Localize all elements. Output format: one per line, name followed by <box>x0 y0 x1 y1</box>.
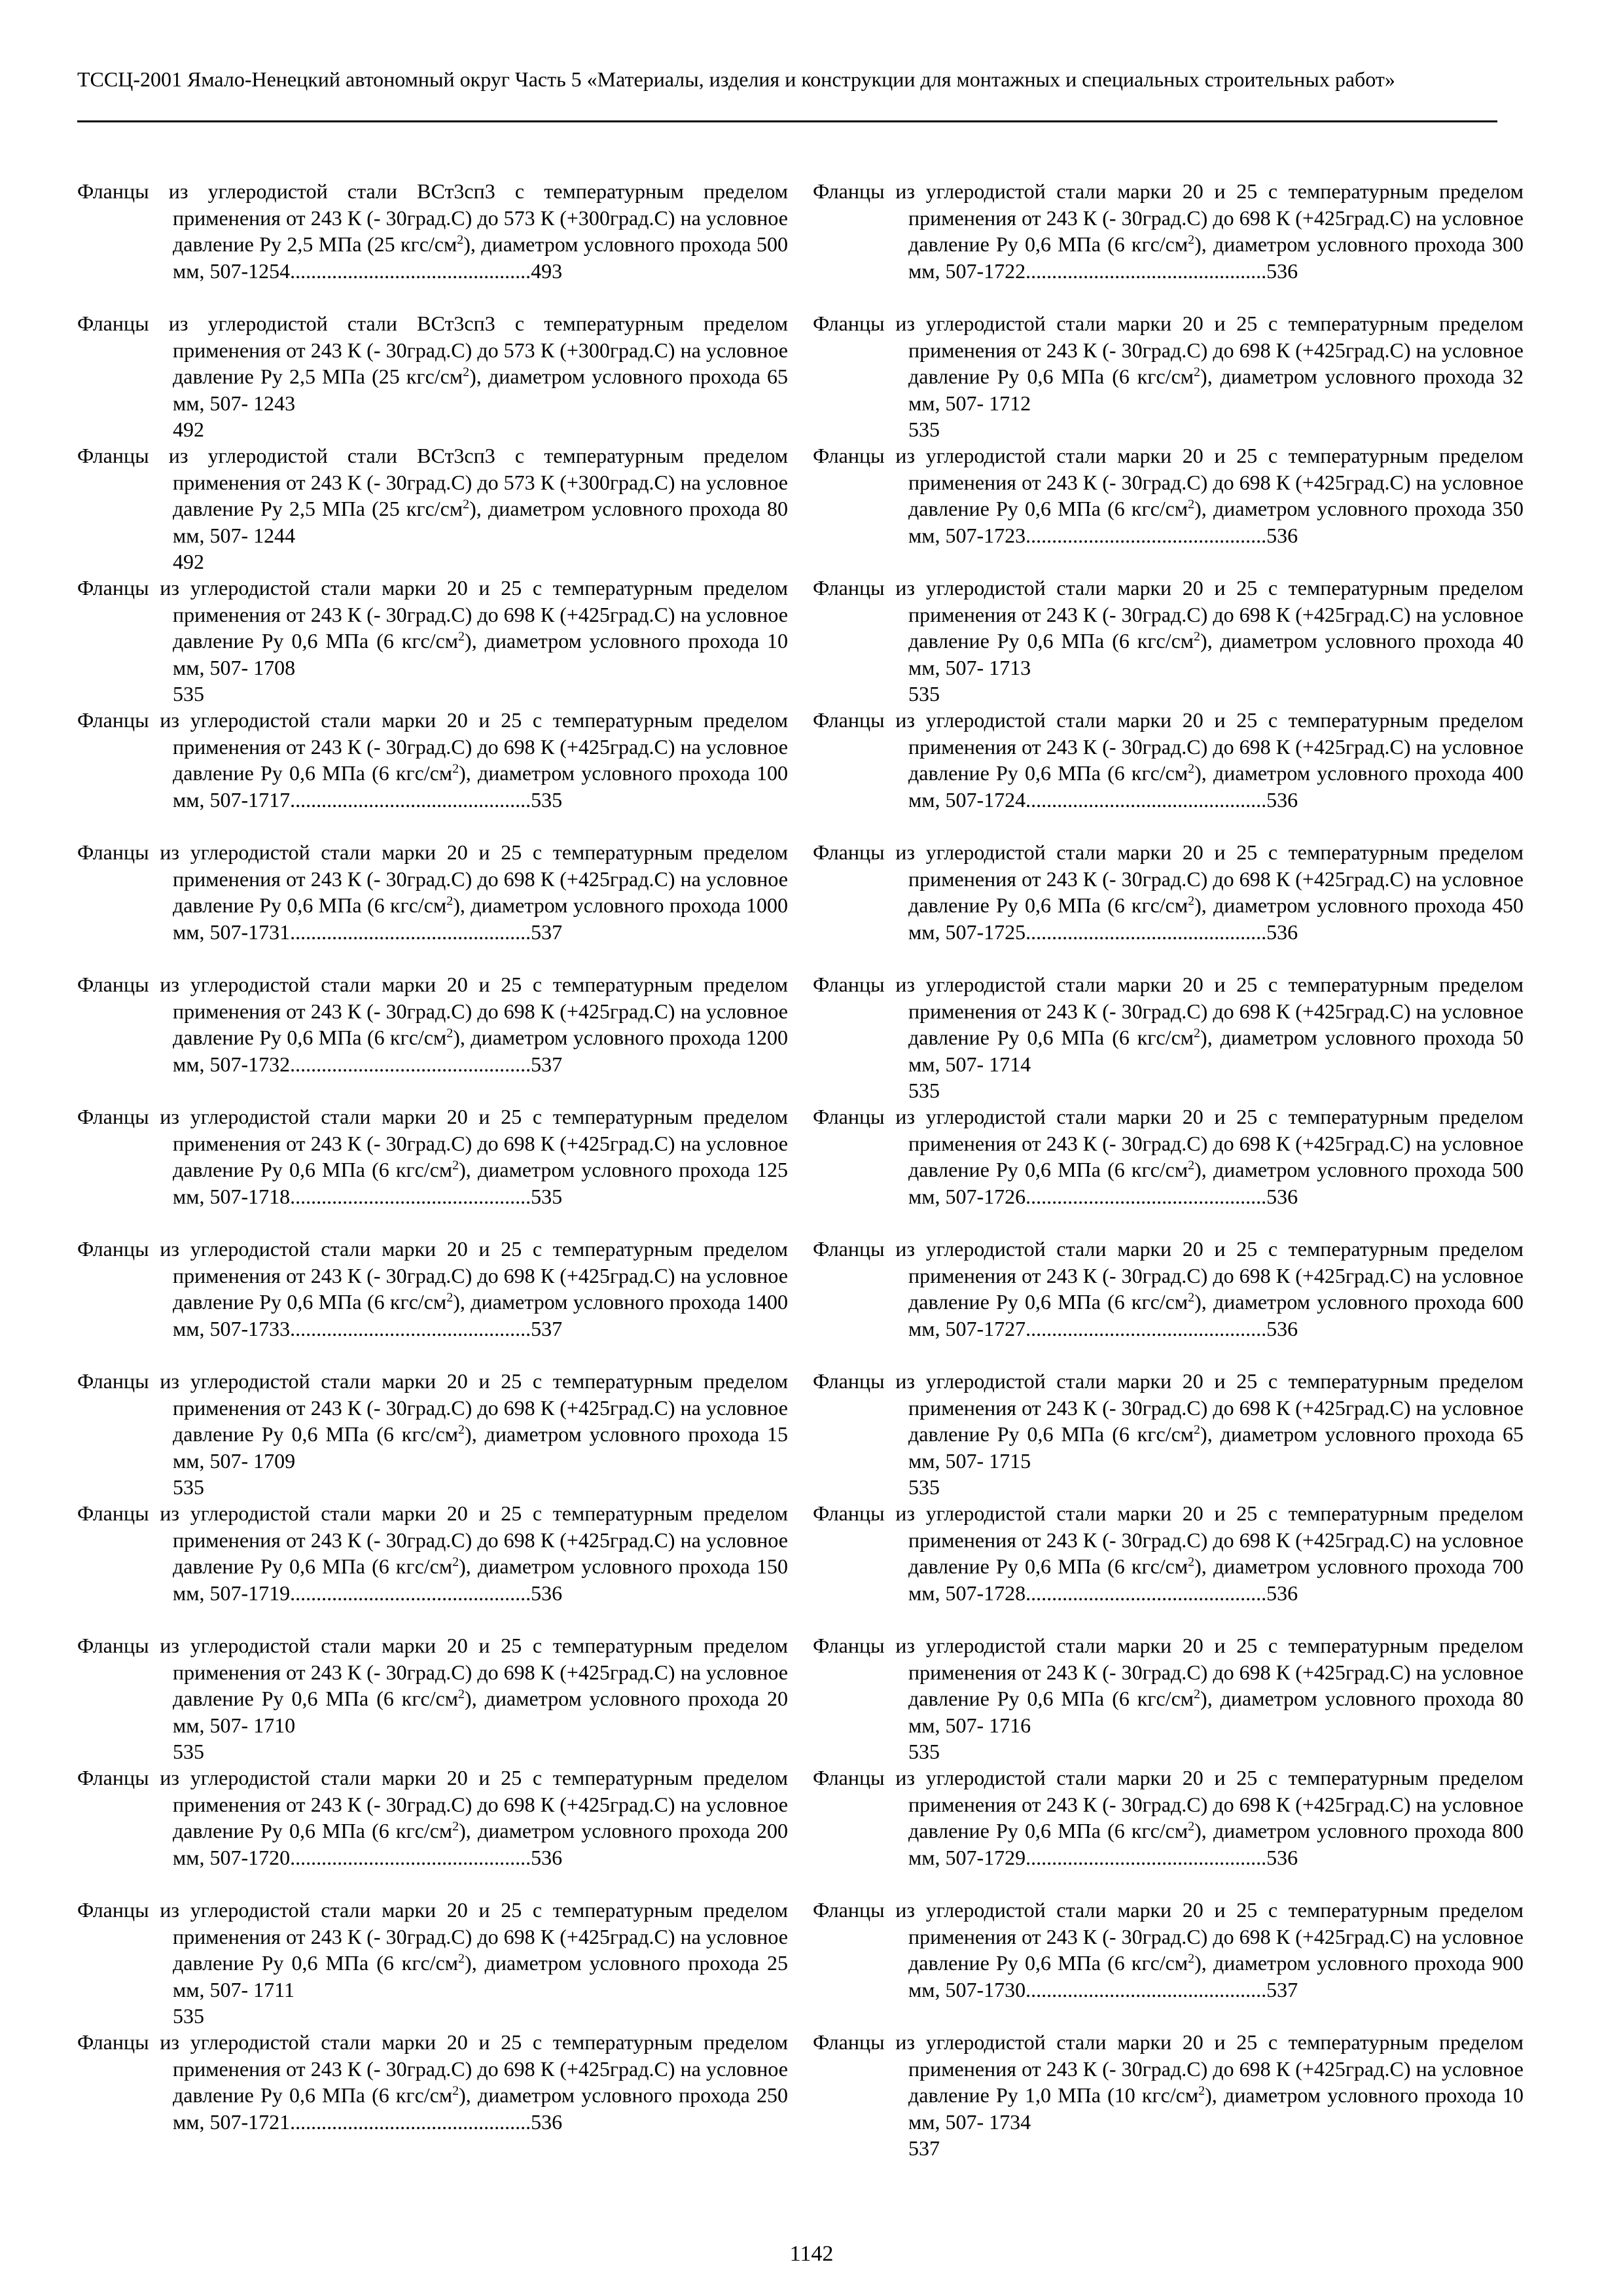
dot-leader: .............................................. <box>1026 787 1267 812</box>
index-entry <box>77 1368 788 1500</box>
entry-text: Фланцы из углеродистой стали марки 20 и 25 с температурным пределом применения от 243 К (- 30град.С) до 698 К (+425град.С) на условное давление Ру 0,6 МПа (6 кгс/см <box>813 312 1524 388</box>
entry-text: Фланцы из углеродистой стали марки 20 и 25 с температурным пределом применения от 243 К (- 30град.С) до 698 К (+425град.С) на условное давление Ру 0,6 МПа (6 кгс/см <box>813 973 1524 1049</box>
entry-text: Фланцы из углеродистой стали марки 20 и 25 с температурным пределом применения от 243 К (- 30град.С) до 698 К (+425град.С) на условное давление Ру 0,6 МПа (6 кгс/см <box>77 1105 788 1181</box>
entry-text-continued: ), диаметром условного прохода 100 мм, 507-1717 <box>173 761 788 812</box>
entry-title <box>77 2029 788 2135</box>
index-entry <box>813 839 1524 971</box>
index-entry <box>77 575 788 707</box>
entry-title <box>813 1897 1524 2003</box>
page-reference: 492 <box>173 418 204 441</box>
entry-text: Фланцы из углеродистой стали марки 20 и 25 с температурным пределом применения от 243 К (- 30град.С) до 698 К (+425град.С) на условное давление Ру 0,6 МПа (6 кгс/см <box>813 1898 1524 1975</box>
entry-text: Фланцы из углеродистой стали марки 20 и 25 с температурным пределом применения от 243 К (- 30град.С) до 698 К (+425град.С) на условное давление Ру 0,6 МПа (6 кгс/см <box>813 840 1524 917</box>
dot-leader: .............................................. <box>290 787 531 812</box>
page-reference: 535 <box>908 682 940 706</box>
entry-title <box>813 178 1524 284</box>
index-entry <box>77 1632 788 1765</box>
index-entry <box>77 1765 788 1897</box>
entry-text: Фланцы из углеродистой стали марки 20 и 25 с температурным пределом применения от 243 К (- 30град.С) до 698 К (+425град.С) на условное давление Ру 0,6 МПа (6 кгс/см <box>77 1369 788 1446</box>
page-reference: 536 <box>1266 1845 1298 1869</box>
index-column-right <box>813 178 1524 2161</box>
entry-text: Фланцы из углеродистой стали марки 20 и 25 с температурным пределом применения от 243 К (- 30град.С) до 698 К (+425град.С) на условное давление Ру 0,6 МПа (6 кгс/см <box>77 973 788 1049</box>
entry-text: Фланцы из углеродистой стали марки 20 и 25 с температурным пределом применения от 243 К (- 30град.С) до 698 К (+425град.С) на условное давление Ру 0,6 МПа (6 кгс/см <box>77 2030 788 2107</box>
entry-text-continued: ), диаметром условного прохода 1200 мм, 507-1732 <box>173 1026 788 1076</box>
page-reference: 535 <box>908 1740 940 1763</box>
page-reference: 535 <box>531 1184 563 1208</box>
entry-text-continued: ), диаметром условного прохода 300 мм, 507-1722 <box>908 232 1524 283</box>
entry-text: Фланцы из углеродистой стали марки 20 и 25 с температурным пределом применения от 243 К (- 30град.С) до 698 К (+425град.С) на условное давление Ру 0,6 МПа (6 кгс/см <box>77 1634 788 1710</box>
index-entry <box>77 839 788 971</box>
index-entry <box>813 310 1524 442</box>
superscript-2: 2 <box>446 893 454 908</box>
page-reference: 537 <box>531 1052 563 1076</box>
index-entry <box>813 1897 1524 2029</box>
index-entry <box>77 1236 788 1368</box>
page-reference: 537 <box>531 920 563 944</box>
superscript-2: 2 <box>458 1422 465 1437</box>
index-entry <box>77 178 788 310</box>
index-entry <box>77 1500 788 1632</box>
entry-title <box>813 839 1524 945</box>
entry-text: Фланцы из углеродистой стали марки 20 и 25 с температурным пределом применения от 243 К (- 30град.С) до 698 К (+425град.С) на условное давление Ру 0,6 МПа (6 кгс/см <box>77 1898 788 1975</box>
entry-title <box>77 1236 788 1342</box>
entry-text: Фланцы из углеродистой стали марки 20 и 25 с температурным пределом применения от 243 К (- 30град.С) до 698 К (+425град.С) на условное давление Ру 0,6 МПа (6 кгс/см <box>77 708 788 785</box>
superscript-2: 2 <box>1194 1687 1201 1702</box>
dot-leader: .............................................. <box>1026 1977 1267 2001</box>
dot-leader: .............................................. <box>1026 1581 1267 1605</box>
page-reference: 537 <box>531 1316 563 1340</box>
page-reference: 536 <box>531 2109 563 2134</box>
page-reference: 535 <box>908 418 940 441</box>
index-entry <box>813 1236 1524 1368</box>
entry-title <box>77 707 788 813</box>
superscript-2: 2 <box>1194 365 1201 380</box>
page-reference: 535 <box>173 2004 204 2028</box>
superscript-2: 2 <box>446 1290 454 1305</box>
dot-leader: .............................................. <box>290 1845 531 1869</box>
dot-leader: .............................................. <box>290 1316 531 1340</box>
dot-leader: .............................................. <box>290 1184 531 1208</box>
superscript-2: 2 <box>1188 1819 1195 1834</box>
index-entry <box>77 442 788 575</box>
entry-title <box>813 1236 1524 1342</box>
entry-title <box>813 575 1524 681</box>
superscript-2: 2 <box>1188 1290 1195 1305</box>
entry-title <box>813 1500 1524 1606</box>
entry-text-continued: ), диаметром условного прохода 15 мм, 507- 1709 <box>173 1422 788 1473</box>
entry-text: Фланцы из углеродистой стали марки 20 и 25 с температурным пределом применения от 243 К (- 30град.С) до 698 К (+425град.С) на условное давление Ру 0,6 МПа (6 кгс/см <box>77 840 788 917</box>
entry-text-continued: ), диаметром условного прохода 32 мм, 507- 1712 <box>908 365 1524 415</box>
page-reference: 535 <box>908 1475 940 1499</box>
entry-text-continued: ), диаметром условного прохода 1000 мм, 507-1731 <box>173 893 788 944</box>
page-reference: 535 <box>173 682 204 706</box>
index-entry <box>77 971 788 1103</box>
entry-title <box>77 839 788 945</box>
dot-leader: .............................................. <box>1026 1184 1267 1208</box>
index-entry <box>813 1632 1524 1765</box>
page-reference: 535 <box>173 1475 204 1499</box>
index-entry <box>813 2029 1524 2161</box>
entry-text: Фланцы из углеродистой стали марки 20 и 25 с температурным пределом применения от 243 К (- 30град.С) до 698 К (+425град.С) на условное давление Ру 0,6 МПа (6 кгс/см <box>813 708 1524 785</box>
page-reference: 492 <box>173 550 204 573</box>
entry-text: Фланцы из углеродистой стали марки 20 и 25 с температурным пределом применения от 243 К (- 30град.С) до 698 К (+425град.С) на условное давление Ру 0,6 МПа (6 кгс/см <box>813 444 1524 520</box>
superscript-2: 2 <box>1188 232 1195 247</box>
page-reference: 536 <box>1266 1184 1298 1208</box>
entry-title <box>813 1632 1524 1738</box>
index-entry <box>813 178 1524 310</box>
dot-leader: .............................................. <box>1026 1845 1267 1869</box>
page-reference: 536 <box>531 1845 563 1869</box>
entry-title <box>813 310 1524 416</box>
index-entry <box>813 1103 1524 1236</box>
entry-title <box>813 971 1524 1077</box>
entry-text-continued: ), диаметром условного прохода 800 мм, 507-1729 <box>908 1819 1524 1869</box>
entry-title <box>77 1368 788 1474</box>
superscript-2: 2 <box>1194 1026 1201 1041</box>
index-entry <box>813 971 1524 1103</box>
entry-text-continued: ), диаметром условного прохода 250 мм, 507-1721 <box>173 2083 788 2134</box>
entry-text-continued: ), диаметром условного прохода 65 мм, 507- 1243 <box>173 365 788 415</box>
page-reference: 493 <box>531 259 563 283</box>
superscript-2: 2 <box>458 1687 465 1702</box>
dot-leader: .............................................. <box>290 1052 531 1076</box>
entry-text: Фланцы из углеродистой стали ВСт3сп3 с температурным пределом применения от 243 К (- 30град.С) до 573 К (+300град.С) на условное давление Ру 2,5 МПа (25 кгс/см <box>77 312 788 388</box>
dot-leader: .............................................. <box>290 259 531 283</box>
entry-text-continued: ), диаметром условного прохода 20 мм, 507- 1710 <box>173 1687 788 1737</box>
entry-title <box>813 1368 1524 1474</box>
entry-text-continued: ), диаметром условного прохода 450 мм, 507-1725 <box>908 893 1524 944</box>
index-entry <box>813 707 1524 839</box>
page-reference: 536 <box>1266 259 1298 283</box>
entry-text-continued: ), диаметром условного прохода 200 мм, 507-1720 <box>173 1819 788 1869</box>
index-entry <box>813 1500 1524 1632</box>
superscript-2: 2 <box>1194 629 1201 644</box>
entry-text-continued: ), диаметром условного прохода 10 мм, 507- 1708 <box>173 629 788 679</box>
page-reference: 536 <box>1266 1316 1298 1340</box>
superscript-2: 2 <box>457 232 464 247</box>
page-reference: 536 <box>1266 787 1298 812</box>
entry-text: Фланцы из углеродистой стали марки 20 и 25 с температурным пределом применения от 243 К (- 30град.С) до 698 К (+425град.С) на условное давление Ру 1,0 МПа (10 кгс/см <box>813 2030 1524 2107</box>
entry-text-continued: ), диаметром условного прохода 80 мм, 507- 1716 <box>908 1687 1524 1737</box>
index-entry <box>813 1765 1524 1897</box>
entry-title <box>77 1632 788 1738</box>
entry-text: Фланцы из углеродистой стали марки 20 и 25 с температурным пределом применения от 243 К (- 30град.С) до 698 К (+425град.С) на условное давление Ру 0,6 МПа (6 кгс/см <box>77 1766 788 1842</box>
dot-leader: .............................................. <box>290 920 531 944</box>
running-header: ТССЦ-2001 Ямало-Ненецкий автономный округ Часть 5 «Материалы, изделия и конструкции для монтажных и специальных строительных работ» <box>77 67 1395 91</box>
page-reference: 535 <box>531 787 563 812</box>
index-entry <box>813 1368 1524 1500</box>
entry-title <box>77 575 788 681</box>
superscript-2: 2 <box>452 1158 459 1173</box>
page-reference: 537 <box>908 2136 940 2160</box>
superscript-2: 2 <box>452 1554 459 1570</box>
entry-text: Фланцы из углеродистой стали ВСт3сп3 с температурным пределом применения от 243 К (- 30град.С) до 573 К (+300град.С) на условное давление Ру 2,5 МПа (25 кгс/см <box>77 444 788 520</box>
index-entry <box>813 442 1524 575</box>
entry-title <box>77 1765 788 1871</box>
entry-title <box>813 1103 1524 1210</box>
superscript-2: 2 <box>452 2083 459 2098</box>
dot-leader: .............................................. <box>1026 920 1267 944</box>
entry-title <box>813 442 1524 548</box>
entry-text: Фланцы из углеродистой стали марки 20 и 25 с температурным пределом применения от 243 К (- 30град.С) до 698 К (+425град.С) на условное давление Ру 0,6 МПа (6 кгс/см <box>77 1237 788 1314</box>
page-reference: 535 <box>173 1740 204 1763</box>
entry-text: Фланцы из углеродистой стали марки 20 и 25 с температурным пределом применения от 243 К (- 30град.С) до 698 К (+425град.С) на условное давление Ру 0,6 МПа (6 кгс/см <box>813 1766 1524 1842</box>
superscript-2: 2 <box>1198 2083 1205 2098</box>
entry-text: Фланцы из углеродистой стали марки 20 и 25 с температурным пределом применения от 243 К (- 30град.С) до 698 К (+425град.С) на условное давление Ру 0,6 МПа (6 кгс/см <box>813 576 1524 653</box>
superscript-2: 2 <box>1194 1422 1201 1437</box>
entry-title <box>77 310 788 416</box>
entry-title <box>813 707 1524 813</box>
page-reference: 535 <box>908 1079 940 1102</box>
entry-title <box>813 1765 1524 1871</box>
index-column-left <box>77 178 788 2161</box>
superscript-2: 2 <box>1188 1158 1195 1173</box>
entry-text-continued: ), диаметром условного прохода 40 мм, 507- 1713 <box>908 629 1524 679</box>
entry-text: Фланцы из углеродистой стали марки 20 и 25 с температурным пределом применения от 243 К (- 30град.С) до 698 К (+425град.С) на условное давление Ру 0,6 МПа (6 кгс/см <box>813 1634 1524 1710</box>
entry-text-continued: ), диаметром условного прохода 600 мм, 507-1727 <box>908 1290 1524 1340</box>
entry-text-continued: ), диаметром условного прохода 150 мм, 507-1719 <box>173 1554 788 1605</box>
entry-text: Фланцы из углеродистой стали марки 20 и 25 с температурным пределом применения от 243 К (- 30град.С) до 698 К (+425град.С) на условное давление Ру 0,6 МПа (6 кгс/см <box>813 1501 1524 1578</box>
page-reference: 537 <box>1266 1977 1298 2001</box>
entry-text-continued: ), диаметром условного прохода 500 мм, 507-1254 <box>173 232 788 283</box>
index-entry <box>813 575 1524 707</box>
dot-leader: .............................................. <box>1026 1316 1267 1340</box>
entry-text-continued: ), диаметром условного прохода 1400 мм, 507-1733 <box>173 1290 788 1340</box>
page-reference: 536 <box>1266 920 1298 944</box>
index-entry <box>77 1897 788 2029</box>
entry-text: Фланцы из углеродистой стали ВСт3сп3 с температурным пределом применения от 243 К (- 30град.С) до 573 К (+300град.С) на условное давление Ру 2,5 МПа (25 кгс/см <box>77 179 788 256</box>
page-reference: 536 <box>1266 1581 1298 1605</box>
entry-text: Фланцы из углеродистой стали марки 20 и 25 с температурным пределом применения от 243 К (- 30град.С) до 698 К (+425град.С) на условное давление Ру 0,6 МПа (6 кгс/см <box>813 1369 1524 1446</box>
superscript-2: 2 <box>1188 893 1195 908</box>
entry-text: Фланцы из углеродистой стали марки 20 и 25 с температурным пределом применения от 243 К (- 30град.С) до 698 К (+425град.С) на условное давление Ру 0,6 МПа (6 кгс/см <box>77 1501 788 1578</box>
entry-text-continued: ), диаметром условного прохода 50 мм, 507- 1714 <box>908 1026 1524 1076</box>
entry-text: Фланцы из углеродистой стали марки 20 и 25 с температурным пределом применения от 243 К (- 30град.С) до 698 К (+425град.С) на условное давление Ру 0,6 МПа (6 кгс/см <box>77 576 788 653</box>
entry-text-continued: ), диаметром условного прохода 350 мм, 507-1723 <box>908 497 1524 547</box>
index-entry <box>77 1103 788 1236</box>
index-entry <box>77 310 788 442</box>
entry-text: Фланцы из углеродистой стали марки 20 и 25 с температурным пределом применения от 243 К (- 30град.С) до 698 К (+425град.С) на условное давление Ру 0,6 МПа (6 кгс/см <box>813 1237 1524 1314</box>
entry-text: Фланцы из углеродистой стали марки 20 и 25 с температурным пределом применения от 243 К (- 30град.С) до 698 К (+425град.С) на условное давление Ру 0,6 МПа (6 кгс/см <box>813 1105 1524 1181</box>
entry-title <box>77 1103 788 1210</box>
superscript-2: 2 <box>463 365 470 380</box>
superscript-2: 2 <box>452 1819 459 1834</box>
superscript-2: 2 <box>446 1026 454 1041</box>
superscript-2: 2 <box>1188 761 1195 776</box>
dot-leader: .............................................. <box>1026 523 1267 547</box>
index-entry <box>77 707 788 839</box>
dot-leader: .............................................. <box>290 1581 531 1605</box>
entry-title <box>77 1897 788 2003</box>
entry-text-continued: ), диаметром условного прохода 125 мм, 507-1718 <box>173 1158 788 1208</box>
entry-text-continued: ), диаметром условного прохода 700 мм, 507-1728 <box>908 1554 1524 1605</box>
page-reference: 536 <box>1266 523 1298 547</box>
entry-title <box>813 2029 1524 2135</box>
page-reference: 536 <box>531 1581 563 1605</box>
entry-title <box>77 1500 788 1606</box>
superscript-2: 2 <box>458 629 465 644</box>
superscript-2: 2 <box>463 497 470 512</box>
entry-title <box>77 178 788 284</box>
superscript-2: 2 <box>1188 1554 1195 1570</box>
entry-text-continued: ), диаметром условного прохода 500 мм, 507-1726 <box>908 1158 1524 1208</box>
header-divider <box>77 120 1497 122</box>
superscript-2: 2 <box>458 1951 465 1966</box>
entry-title <box>77 971 788 1077</box>
superscript-2: 2 <box>452 761 459 776</box>
dot-leader: .............................................. <box>290 2109 531 2134</box>
entry-text-continued: ), диаметром условного прохода 80 мм, 507- 1244 <box>173 497 788 547</box>
superscript-2: 2 <box>1188 497 1195 512</box>
entry-text-continued: ), диаметром условного прохода 65 мм, 507- 1715 <box>908 1422 1524 1473</box>
page-number: 1142 <box>789 2242 834 2266</box>
entry-text-continued: ), диаметром условного прохода 400 мм, 507-1724 <box>908 761 1524 812</box>
superscript-2: 2 <box>1188 1951 1195 1966</box>
entry-text-continued: ), диаметром условного прохода 25 мм, 507- 1711 <box>173 1951 788 2001</box>
entry-text: Фланцы из углеродистой стали марки 20 и 25 с температурным пределом применения от 243 К (- 30град.С) до 698 К (+425град.С) на условное давление Ру 0,6 МПа (6 кгс/см <box>813 179 1524 256</box>
index-entry <box>77 2029 788 2161</box>
entry-title <box>77 442 788 548</box>
entry-text-continued: ), диаметром условного прохода 900 мм, 507-1730 <box>908 1951 1524 2001</box>
entry-text-continued: ), диаметром условного прохода 10 мм, 507- 1734 <box>908 2083 1524 2134</box>
dot-leader: .............................................. <box>1026 259 1267 283</box>
